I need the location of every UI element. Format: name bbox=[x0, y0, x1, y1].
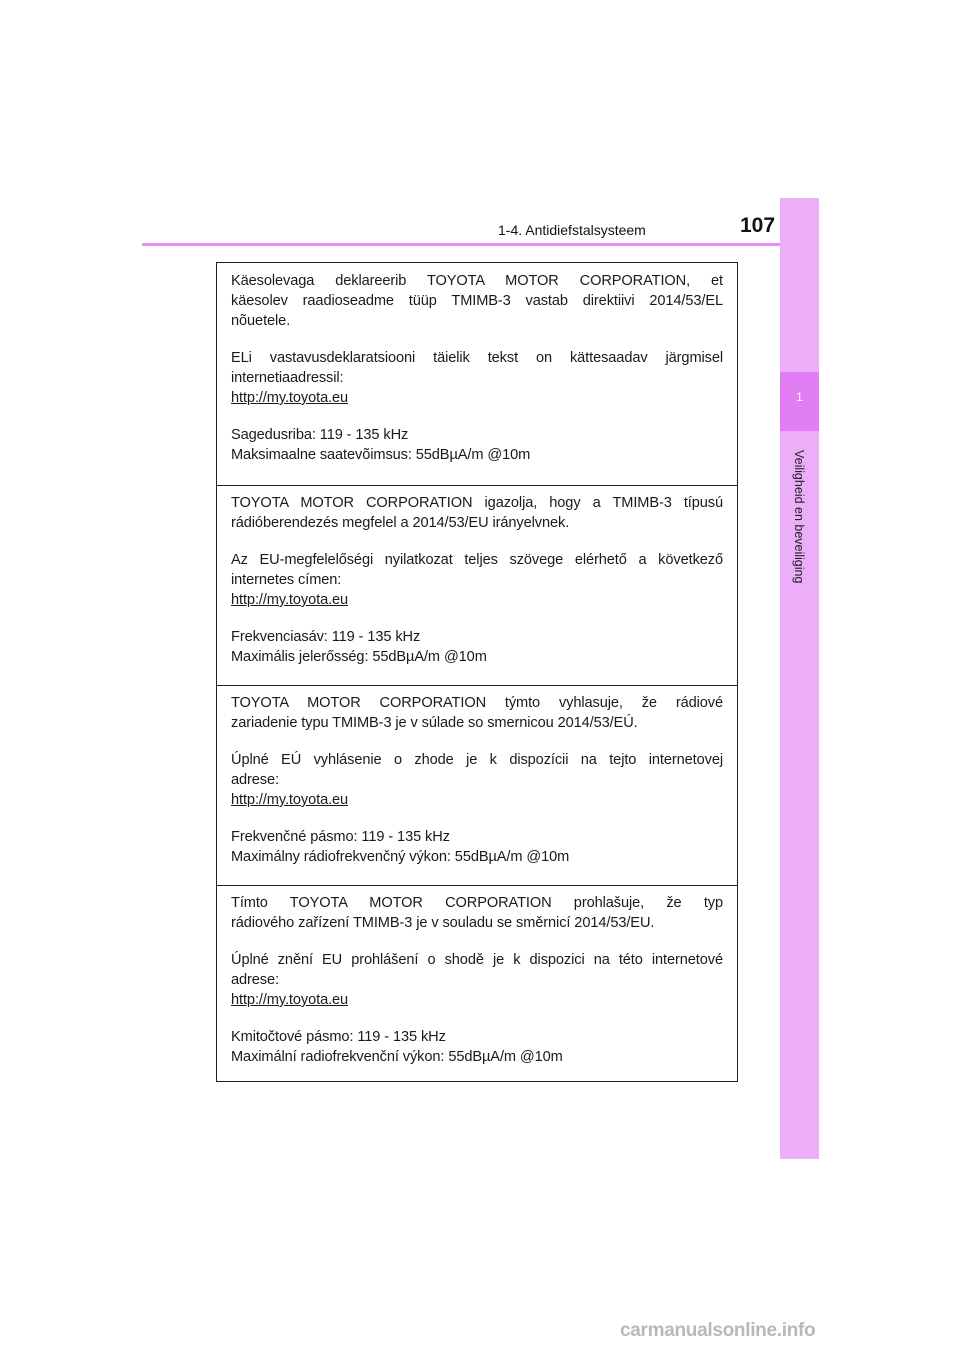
declaration-line: TOYOTA MOTOR CORPORATION igazolja, hogy a TMIMB-3 típusú bbox=[231, 495, 723, 511]
header-rule bbox=[142, 243, 818, 246]
declaration-line: Käesolevaga deklareerib TOYOTA MOTOR CORPORATION, et bbox=[231, 273, 723, 289]
fulltext-line: ELi vastavusdeklaratsiooni täielik tekst on kättesaadav järgmisel bbox=[231, 350, 723, 366]
max-power: Maximální radiofrekvenční výkon: 55dBµA/m @10m bbox=[231, 1049, 563, 1065]
declaration-line: rádióberendezés megfelel a 2014/53/EU irányelvnek. bbox=[231, 515, 570, 531]
fulltext-line: Úplné EÚ vyhlásenie o zhode je k dispozícii na tejto internetovej bbox=[231, 752, 723, 768]
declaration-block-slovak bbox=[217, 685, 737, 885]
max-power: Maksimaalne saatevõimsus: 55dBµA/m @10m bbox=[231, 447, 531, 463]
fulltext-line: internetes címen: bbox=[231, 572, 342, 588]
chapter-side-tab[interactable] bbox=[780, 198, 819, 1159]
declaration-block-hungarian bbox=[217, 485, 737, 685]
fulltext-line: Az EU-megfelelőségi nyilatkozat teljes szövege elérhető a következő bbox=[231, 552, 723, 568]
fulltext-line: Úplné znění EU prohlášení o shodě je k dispozici na této internetové bbox=[231, 952, 723, 968]
frequency-band: Kmitočtové pásmo: 119 - 135 kHz bbox=[231, 1029, 446, 1045]
section-title: 1-4. Antidiefstalsysteem bbox=[498, 222, 646, 238]
chapter-title: Veiligheid en beveiliging bbox=[792, 450, 806, 584]
declaration-line: TOYOTA MOTOR CORPORATION týmto vyhlasuje, že rádiové bbox=[231, 695, 723, 711]
declaration-line: nõuetele. bbox=[231, 313, 291, 329]
declaration-link[interactable]: http://my.toyota.eu bbox=[231, 592, 349, 608]
frequency-band: Frekvenciasáv: 119 - 135 kHz bbox=[231, 629, 421, 645]
page-number: 107 bbox=[740, 214, 776, 237]
declaration-line: käesolev raadioseadme tüüp TMIMB-3 vastab direktiivi 2014/53/EL bbox=[231, 293, 723, 309]
declaration-line: Tímto TOYOTA MOTOR CORPORATION prohlašuje, že typ bbox=[231, 895, 723, 911]
max-power: Maximálny rádiofrekvenčný výkon: 55dBµA/m @10m bbox=[231, 849, 570, 865]
declaration-block-czech bbox=[217, 885, 737, 1081]
declaration-line: rádiového zařízení TMIMB-3 je v souladu se směrnicí 2014/53/EU. bbox=[231, 915, 655, 931]
declaration-line: zariadenie typu TMIMB-3 je v súlade so smernicou 2014/53/EÚ. bbox=[231, 715, 638, 731]
fulltext-line: internetiaadressil: bbox=[231, 370, 344, 386]
frequency-band: Frekvenčné pásmo: 119 - 135 kHz bbox=[231, 829, 450, 845]
declaration-link[interactable]: http://my.toyota.eu bbox=[231, 992, 349, 1008]
declaration-link[interactable]: http://my.toyota.eu bbox=[231, 792, 349, 808]
max-power: Maximális jelerősség: 55dBµA/m @10m bbox=[231, 649, 487, 665]
site-watermark: carmanualsonline.info bbox=[620, 1320, 816, 1341]
declaration-block-estonian bbox=[217, 263, 737, 485]
fulltext-line: adrese: bbox=[231, 972, 279, 988]
declaration-table bbox=[216, 262, 738, 1082]
chapter-number-tab[interactable] bbox=[780, 372, 819, 431]
declaration-link[interactable]: http://my.toyota.eu bbox=[231, 390, 349, 406]
fulltext-line: adrese: bbox=[231, 772, 279, 788]
frequency-band: Sagedusriba: 119 - 135 kHz bbox=[231, 427, 409, 443]
chapter-number: 1 bbox=[796, 390, 803, 404]
